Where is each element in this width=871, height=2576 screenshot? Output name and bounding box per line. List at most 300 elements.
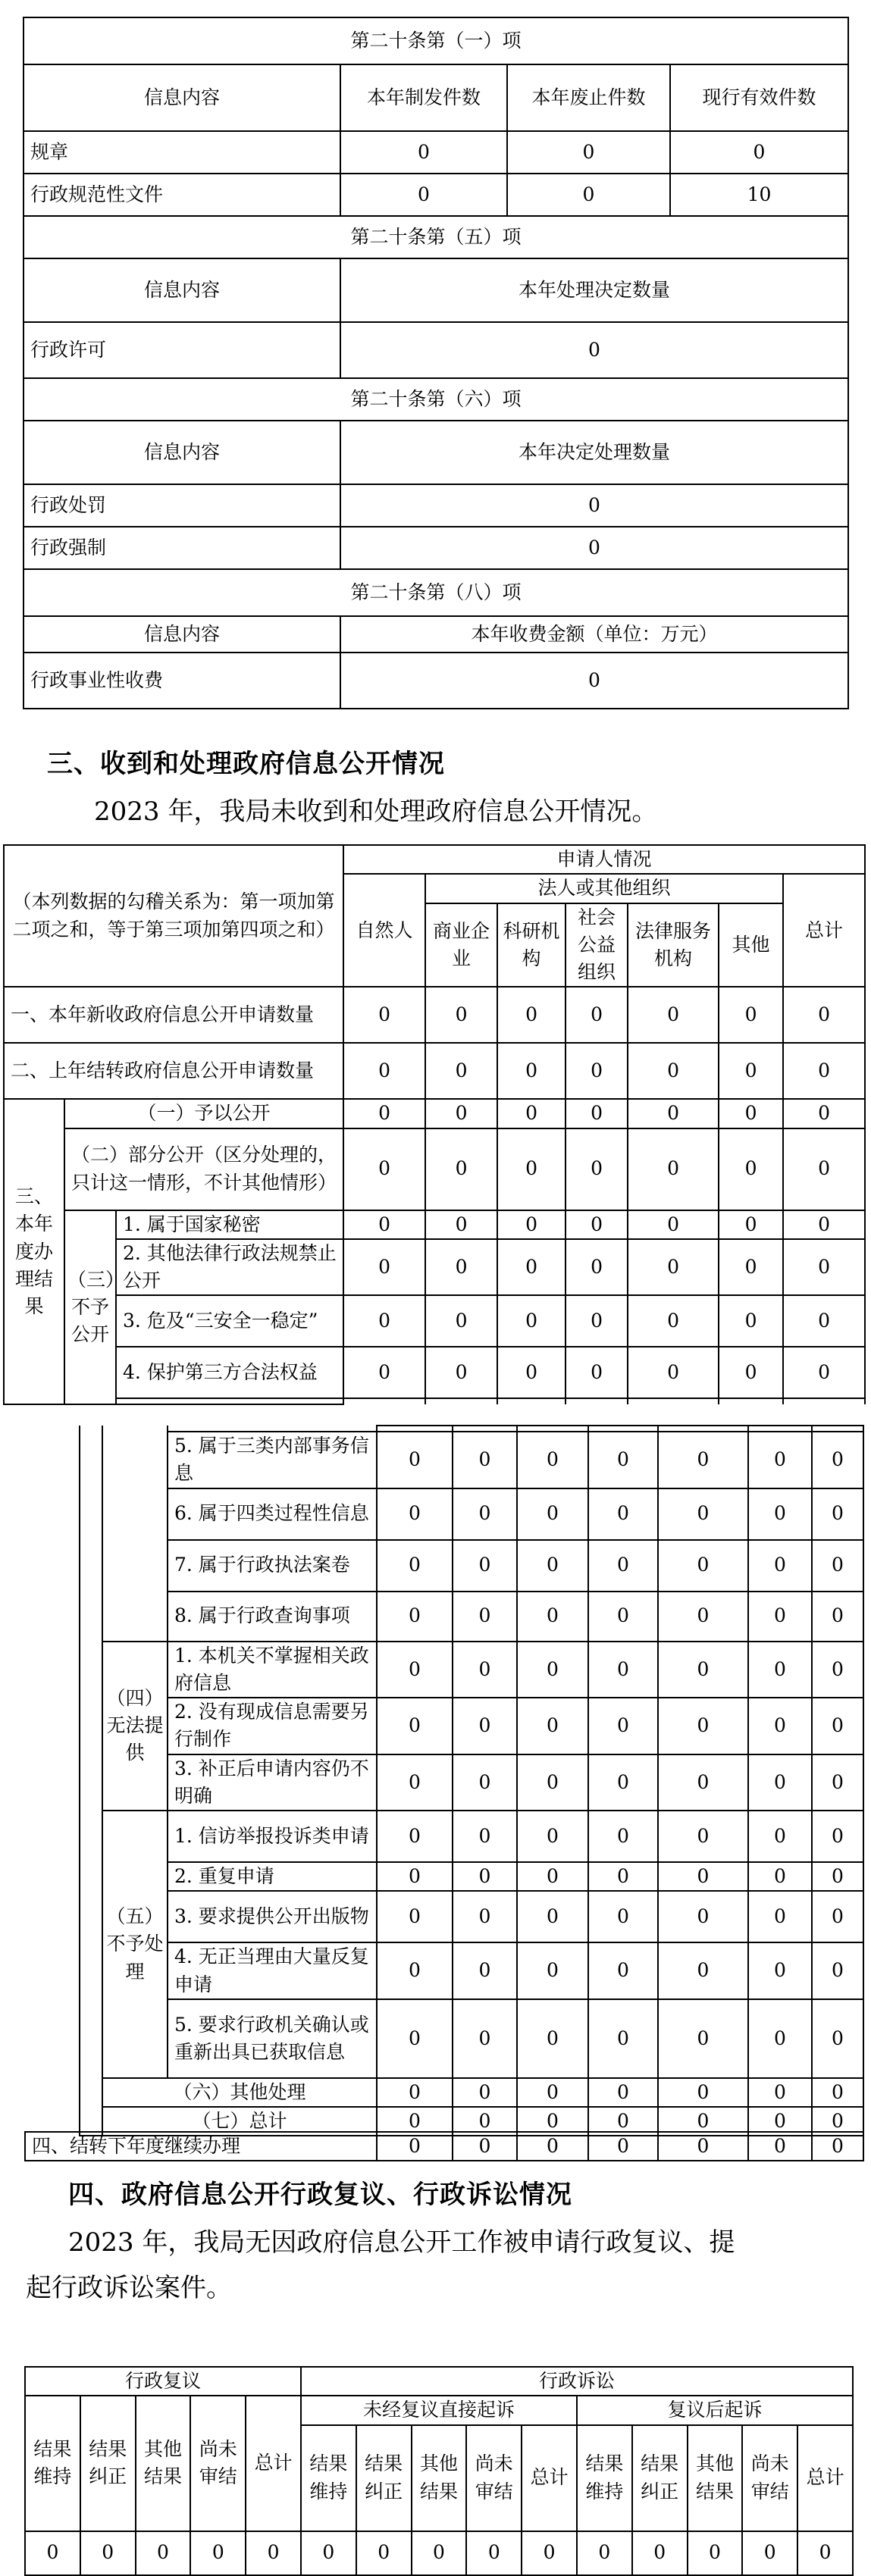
count-cell: 0 xyxy=(343,1043,425,1099)
count-cell: 0 xyxy=(628,1347,719,1398)
count-cell: 0 xyxy=(517,1432,588,1488)
count-cell: 0 xyxy=(742,2531,797,2575)
count-cell: 0 xyxy=(628,1295,719,1347)
count-cell: 0 xyxy=(377,2132,453,2161)
col-maintain: 结果维持 xyxy=(577,2425,632,2531)
table-row xyxy=(80,1592,863,1642)
col-total: 总计 xyxy=(246,2396,301,2531)
count-cell: 0 xyxy=(566,1347,628,1398)
spacer-cell xyxy=(588,1426,658,1432)
col-total: 总计 xyxy=(797,2425,853,2531)
count-cell: 0 xyxy=(748,1540,812,1592)
group-label-not-process: （五）不予处理 xyxy=(102,1811,168,2078)
count-cell: 0 xyxy=(719,987,783,1043)
art20-6-row-label: 行政强制 xyxy=(23,527,340,569)
col-total: 总计 xyxy=(783,874,865,987)
count-cell: 0 xyxy=(812,1942,863,1999)
count-cell: 0 xyxy=(566,987,628,1043)
count-cell: 0 xyxy=(719,1210,783,1239)
count-cell: 0 xyxy=(566,1099,628,1128)
col-other: 其他结果 xyxy=(412,2425,467,2531)
count-cell: 0 xyxy=(577,2531,632,2575)
count-cell: 0 xyxy=(658,1862,748,1891)
count-cell: 0 xyxy=(343,1128,425,1210)
count-cell: 0 xyxy=(658,1891,748,1942)
count-cell: 0 xyxy=(812,1642,863,1698)
row-label: 7. 属于行政执法案卷 xyxy=(168,1540,377,1592)
count-cell: 0 xyxy=(377,2078,453,2107)
group-label-not-open: （三）不予公开 xyxy=(64,1210,116,1405)
count-cell: 0 xyxy=(343,987,425,1043)
count-cell: 0 xyxy=(783,1295,865,1347)
count-cell: 0 xyxy=(517,1540,588,1592)
row-label: 2. 重复申请 xyxy=(168,1862,377,1891)
count-cell: 0 xyxy=(377,1891,453,1942)
count-cell: 0 xyxy=(377,1862,453,1891)
spacer-cell xyxy=(628,1398,719,1404)
count-cell: 0 xyxy=(377,1811,453,1862)
count-cell: 0 xyxy=(812,1698,863,1754)
art20-8-title: 第二十条第（八）项 xyxy=(23,569,848,616)
count-cell: 0 xyxy=(719,1295,783,1347)
row-label: （六）其他处理 xyxy=(102,2078,377,2107)
requests-table-continued xyxy=(79,1425,864,2136)
requests-table-final-row xyxy=(24,2131,864,2161)
count-cell: 0 xyxy=(377,1592,453,1642)
table-row xyxy=(80,1811,863,1862)
count-cell: 0 xyxy=(517,1811,588,1862)
spacer-cell xyxy=(425,1398,497,1404)
count-cell: 0 xyxy=(748,1592,812,1642)
count-cell: 0 xyxy=(588,1999,658,2078)
count-cell: 0 xyxy=(748,1942,812,1999)
art20-5-title: 第二十条第（五）项 xyxy=(23,216,848,258)
count-cell: 0 xyxy=(632,2531,688,2575)
table-row xyxy=(4,1099,865,1128)
row-label: 二、上年结转政府信息公开申请数量 xyxy=(4,1043,343,1099)
count-cell: 0 xyxy=(453,2078,517,2107)
count-cell: 0 xyxy=(517,1592,588,1642)
count-cell: 0 xyxy=(425,1099,497,1128)
count-cell: 0 xyxy=(453,1642,517,1698)
count-cell: 0 xyxy=(658,1592,748,1642)
count-cell: 0 xyxy=(453,1891,517,1942)
table-row xyxy=(80,2078,863,2107)
count-cell: 0 xyxy=(377,1754,453,1811)
count-cell: 0 xyxy=(748,1698,812,1754)
count-cell: 0 xyxy=(522,2531,577,2575)
count-cell: 0 xyxy=(748,2132,812,2161)
col-research: 科研机构 xyxy=(497,903,566,988)
count-cell: 0 xyxy=(497,1210,566,1239)
col-other: 其他结果 xyxy=(688,2425,743,2531)
count-cell: 0 xyxy=(588,1488,658,1540)
art20-1-cell: 0 xyxy=(670,131,848,174)
count-cell: 0 xyxy=(783,1128,865,1210)
count-cell: 0 xyxy=(588,1432,658,1488)
count-cell: 0 xyxy=(566,1210,628,1239)
count-cell: 0 xyxy=(812,1432,863,1488)
table-row xyxy=(80,1891,863,1942)
count-cell: 0 xyxy=(425,1347,497,1398)
count-cell: 0 xyxy=(588,2078,658,2107)
count-cell: 0 xyxy=(588,1592,658,1642)
count-cell: 0 xyxy=(517,1999,588,2078)
table-row xyxy=(4,1239,865,1296)
count-cell: 0 xyxy=(658,1811,748,1862)
art20-6-col-info: 信息内容 xyxy=(23,421,340,484)
art20-1-cell: 10 xyxy=(670,174,848,216)
row-label: 1. 本机关不掌握相关政府信息 xyxy=(168,1642,377,1698)
row-label: 3. 要求提供公开出版物 xyxy=(168,1891,377,1942)
count-cell: 0 xyxy=(748,1862,812,1891)
table-row xyxy=(80,1942,863,1999)
table-row xyxy=(80,1642,863,1698)
count-cell: 0 xyxy=(748,1811,812,1862)
col-other: 其他结果 xyxy=(136,2396,191,2531)
count-cell: 0 xyxy=(628,1210,719,1239)
count-cell: 0 xyxy=(748,1642,812,1698)
count-cell: 0 xyxy=(425,1239,497,1296)
count-cell: 0 xyxy=(588,1698,658,1754)
count-cell: 0 xyxy=(453,1862,517,1891)
count-cell: 0 xyxy=(497,1347,566,1398)
spacer-cell xyxy=(566,1398,628,1404)
count-cell: 0 xyxy=(425,987,497,1043)
count-cell: 0 xyxy=(719,1043,783,1099)
table-row xyxy=(80,1432,863,1488)
count-cell: 0 xyxy=(517,1698,588,1754)
row-label: （一）予以公开 xyxy=(64,1099,343,1128)
count-cell: 0 xyxy=(377,1540,453,1592)
art20-8-col-info: 信息内容 xyxy=(23,616,340,653)
count-cell: 0 xyxy=(812,1754,863,1811)
art20-5-col-count: 本年处理决定数量 xyxy=(340,258,848,322)
count-cell: 0 xyxy=(588,1811,658,1862)
section4-paragraph-line1: 2023 年，我局无因政府信息公开工作被申请行政复议、提 xyxy=(68,2227,735,2258)
col-correct: 结果纠正 xyxy=(356,2425,412,2531)
count-cell: 0 xyxy=(453,1592,517,1642)
count-cell: 0 xyxy=(497,1099,566,1128)
row-label: 2. 没有现成信息需要另行制作 xyxy=(168,1698,377,1754)
count-cell: 0 xyxy=(658,1540,748,1592)
count-cell: 0 xyxy=(658,1942,748,1999)
art20-5-cell: 0 xyxy=(340,322,848,378)
count-cell: 0 xyxy=(377,1488,453,1540)
count-cell: 0 xyxy=(783,1347,865,1398)
count-cell: 0 xyxy=(517,1942,588,1999)
count-cell: 0 xyxy=(453,1698,517,1754)
row-label: 2. 其他法律行政法规禁止公开 xyxy=(116,1239,343,1296)
count-cell: 0 xyxy=(517,1488,588,1540)
count-cell: 0 xyxy=(658,1698,748,1754)
art20-5-col-info: 信息内容 xyxy=(23,258,340,322)
section4-heading: 四、政府信息公开行政复议、行政诉讼情况 xyxy=(68,2180,572,2210)
count-cell: 0 xyxy=(628,1128,719,1210)
count-cell: 0 xyxy=(748,1432,812,1488)
count-cell: 0 xyxy=(719,1239,783,1296)
count-cell: 0 xyxy=(377,1642,453,1698)
count-cell: 0 xyxy=(812,1999,863,2078)
count-cell: 0 xyxy=(497,987,566,1043)
art20-6-cell: 0 xyxy=(340,484,848,527)
art20-1-col-valid: 现行有效件数 xyxy=(670,64,848,131)
row-label: 4. 保护第三方合法权益 xyxy=(116,1347,343,1398)
table-row xyxy=(80,1862,863,1891)
art20-1-cell: 0 xyxy=(340,131,507,174)
row-label: 8. 属于行政查询事项 xyxy=(168,1592,377,1642)
count-cell: 0 xyxy=(588,1642,658,1698)
count-cell: 0 xyxy=(356,2531,412,2575)
col-pending: 尚未审结 xyxy=(466,2425,522,2531)
art20-1-cell: 0 xyxy=(507,131,670,174)
spacer-cell xyxy=(497,1398,566,1404)
row-label: 6. 属于四类过程性信息 xyxy=(168,1488,377,1540)
count-cell: 0 xyxy=(748,2107,812,2136)
art20-6-col-count: 本年决定处理数量 xyxy=(340,421,848,484)
art20-1-title: 第二十条第（一）项 xyxy=(23,17,848,64)
row-label: （七）总计 xyxy=(102,2107,377,2136)
count-cell: 0 xyxy=(812,1862,863,1891)
count-cell: 0 xyxy=(517,1754,588,1811)
count-cell: 0 xyxy=(343,1347,425,1398)
table-row xyxy=(80,1999,863,2078)
count-cell: 0 xyxy=(748,1999,812,2078)
row-label: 1. 属于国家秘密 xyxy=(116,1210,343,1239)
count-cell: 0 xyxy=(748,2078,812,2107)
count-cell: 0 xyxy=(566,1128,628,1210)
table-row xyxy=(4,1295,865,1347)
count-cell: 0 xyxy=(783,1210,865,1239)
count-cell: 0 xyxy=(453,1942,517,1999)
count-cell: 0 xyxy=(425,1043,497,1099)
count-cell: 0 xyxy=(453,2107,517,2136)
count-cell: 0 xyxy=(812,2107,863,2136)
table-row xyxy=(80,1488,863,1540)
after-review-header: 复议后起诉 xyxy=(577,2396,853,2424)
count-cell: 0 xyxy=(425,1295,497,1347)
spacer-cell xyxy=(343,1398,425,1404)
count-cell: 0 xyxy=(797,2531,853,2575)
count-cell: 0 xyxy=(658,1488,748,1540)
count-cell: 0 xyxy=(812,1592,863,1642)
row-label: 5. 属于三类内部事务信息 xyxy=(168,1432,377,1488)
count-cell: 0 xyxy=(517,2078,588,2107)
count-cell: 0 xyxy=(453,1488,517,1540)
count-cell: 0 xyxy=(566,1043,628,1099)
row-label: 1. 信访举报投诉类申请 xyxy=(168,1811,377,1862)
group-label-unable: （四）无法提供 xyxy=(102,1642,168,1811)
count-cell: 0 xyxy=(412,2531,467,2575)
count-cell: 0 xyxy=(190,2531,246,2575)
count-cell: 0 xyxy=(658,1754,748,1811)
count-cell: 0 xyxy=(783,1239,865,1296)
count-cell: 0 xyxy=(425,1128,497,1210)
row-label: 一、本年新收政府信息公开申请数量 xyxy=(4,987,343,1043)
art20-6-cell: 0 xyxy=(340,527,848,569)
art20-1-col-made: 本年制发件数 xyxy=(340,64,507,131)
count-cell: 0 xyxy=(377,1942,453,1999)
row-label: 4. 无正当理由大量反复申请 xyxy=(168,1942,377,1999)
art20-1-cell: 0 xyxy=(340,174,507,216)
table-row xyxy=(25,2132,863,2161)
row-label: （二）部分公开（区分处理的，只计这一情形，不计其他情形） xyxy=(64,1128,343,1210)
count-cell: 0 xyxy=(658,2107,748,2136)
count-cell: 0 xyxy=(453,1999,517,2078)
table-row xyxy=(80,1540,863,1592)
row-label: 3. 补正后申请内容仍不明确 xyxy=(168,1754,377,1811)
count-cell: 0 xyxy=(719,1347,783,1398)
count-cell: 0 xyxy=(497,1043,566,1099)
spacer-cell xyxy=(658,1426,748,1432)
spacer-cell xyxy=(783,1398,865,1404)
spacer-cell xyxy=(377,1426,453,1432)
art20-8-row-label: 行政事业性收费 xyxy=(23,653,340,709)
count-cell: 0 xyxy=(25,2531,80,2575)
group-label-result: 三、本年度办理结果 xyxy=(4,1099,64,1404)
count-cell: 0 xyxy=(453,1432,517,1488)
count-cell: 0 xyxy=(588,1891,658,1942)
count-cell: 0 xyxy=(466,2531,522,2575)
table-row xyxy=(25,2531,853,2575)
count-cell: 0 xyxy=(377,1432,453,1488)
count-cell: 0 xyxy=(566,1295,628,1347)
col-business: 商业企业 xyxy=(425,903,497,988)
count-cell: 0 xyxy=(658,1642,748,1698)
count-cell: 0 xyxy=(517,1891,588,1942)
col-total: 总计 xyxy=(522,2425,577,2531)
count-cell: 0 xyxy=(812,1488,863,1540)
count-cell: 0 xyxy=(588,2132,658,2161)
count-cell: 0 xyxy=(497,1128,566,1210)
count-cell: 0 xyxy=(497,1239,566,1296)
count-cell: 0 xyxy=(343,1295,425,1347)
table-row xyxy=(4,1347,865,1398)
count-cell: 0 xyxy=(588,1540,658,1592)
count-cell: 0 xyxy=(517,1642,588,1698)
count-cell: 0 xyxy=(719,1128,783,1210)
col-other: 其他 xyxy=(719,903,783,988)
table-row xyxy=(4,1043,865,1099)
count-cell: 0 xyxy=(588,1942,658,1999)
count-cell: 0 xyxy=(377,1999,453,2078)
count-cell: 0 xyxy=(566,1239,628,1296)
count-cell: 0 xyxy=(783,1099,865,1128)
section4-paragraph-line2: 起行政诉讼案件。 xyxy=(26,2273,232,2303)
table-row xyxy=(80,1698,863,1754)
col-social-welfare: 社会公益组织 xyxy=(566,903,628,988)
count-cell: 0 xyxy=(812,1540,863,1592)
count-cell: 0 xyxy=(628,987,719,1043)
count-cell: 0 xyxy=(783,987,865,1043)
count-cell: 0 xyxy=(517,2107,588,2136)
table-row xyxy=(4,1128,865,1210)
count-cell: 0 xyxy=(497,1295,566,1347)
count-cell: 0 xyxy=(517,2132,588,2161)
art20-1-row-label: 行政规范性文件 xyxy=(23,174,340,216)
count-cell: 0 xyxy=(812,1811,863,1862)
art20-6-title: 第二十条第（六）项 xyxy=(23,378,848,421)
row-label: 5. 要求行政机关确认或重新出具已获取信息 xyxy=(168,1999,377,2078)
count-cell: 0 xyxy=(377,2107,453,2136)
count-cell: 0 xyxy=(453,2132,517,2161)
count-cell: 0 xyxy=(343,1099,425,1128)
count-cell: 0 xyxy=(658,2078,748,2107)
requests-corner-note: （本列数据的勾稽关系为：第一项加第二项之和，等于第三项加第四项之和） xyxy=(4,845,343,987)
count-cell: 0 xyxy=(719,1099,783,1128)
count-cell: 0 xyxy=(377,1698,453,1754)
col-correct: 结果纠正 xyxy=(632,2425,688,2531)
col-maintain: 结果维持 xyxy=(301,2425,356,2531)
count-cell: 0 xyxy=(80,2531,136,2575)
count-cell: 0 xyxy=(812,2132,863,2161)
col-natural-person: 自然人 xyxy=(343,874,425,987)
spacer-cell xyxy=(453,1426,517,1432)
art20-5-row-label: 行政许可 xyxy=(23,322,340,378)
col-legal-service: 法律服务机构 xyxy=(628,903,719,988)
count-cell: 0 xyxy=(301,2531,356,2575)
count-cell: 0 xyxy=(658,2132,748,2161)
count-cell: 0 xyxy=(588,2107,658,2136)
art20-8-cell: 0 xyxy=(340,653,848,709)
table-row xyxy=(80,1754,863,1811)
count-cell: 0 xyxy=(628,1043,719,1099)
art20-1-col-info: 信息内容 xyxy=(23,64,340,131)
count-cell: 0 xyxy=(688,2531,743,2575)
table-row xyxy=(4,1210,865,1239)
count-cell: 0 xyxy=(748,1891,812,1942)
count-cell: 0 xyxy=(343,1210,425,1239)
count-cell: 0 xyxy=(453,1540,517,1592)
row-label: 3. 危及“三安全一稳定” xyxy=(116,1295,343,1347)
count-cell: 0 xyxy=(517,1862,588,1891)
requests-table xyxy=(3,844,866,1405)
litigation-header: 行政诉讼 xyxy=(301,2367,853,2396)
count-cell: 0 xyxy=(588,1862,658,1891)
spacer-cell xyxy=(517,1426,588,1432)
table-row xyxy=(4,987,865,1043)
spacer-cell xyxy=(812,1426,863,1432)
art20-8-col-amount: 本年收费金额（单位：万元） xyxy=(340,616,848,653)
count-cell: 0 xyxy=(628,1099,719,1128)
count-cell: 0 xyxy=(453,1754,517,1811)
col-correct: 结果纠正 xyxy=(80,2396,136,2531)
count-cell: 0 xyxy=(783,1043,865,1099)
count-cell: 0 xyxy=(658,1999,748,2078)
count-cell: 0 xyxy=(658,1432,748,1488)
legal-entity-header: 法人或其他组织 xyxy=(425,874,783,903)
art20-1-row-label: 规章 xyxy=(23,131,340,174)
col-maintain: 结果维持 xyxy=(25,2396,80,2531)
count-cell: 0 xyxy=(453,1811,517,1862)
count-cell: 0 xyxy=(628,1239,719,1296)
count-cell: 0 xyxy=(812,1891,863,1942)
col-pending: 尚未审结 xyxy=(742,2425,797,2531)
art20-1-cell: 0 xyxy=(507,174,670,216)
col-pending: 尚未审结 xyxy=(190,2396,246,2531)
count-cell: 0 xyxy=(425,1210,497,1239)
applicant-header: 申请人情况 xyxy=(343,845,865,874)
review-header: 行政复议 xyxy=(25,2367,301,2396)
article20-table xyxy=(23,17,849,709)
direct-suit-header: 未经复议直接起诉 xyxy=(301,2396,577,2424)
spacer-cell xyxy=(719,1398,783,1404)
art20-1-col-abolished: 本年废止件数 xyxy=(507,64,670,131)
count-cell: 0 xyxy=(588,1754,658,1811)
section3-heading: 三、收到和处理政府信息公开情况 xyxy=(47,749,445,779)
count-cell: 0 xyxy=(748,1754,812,1811)
review-litigation-table xyxy=(24,2366,854,2576)
